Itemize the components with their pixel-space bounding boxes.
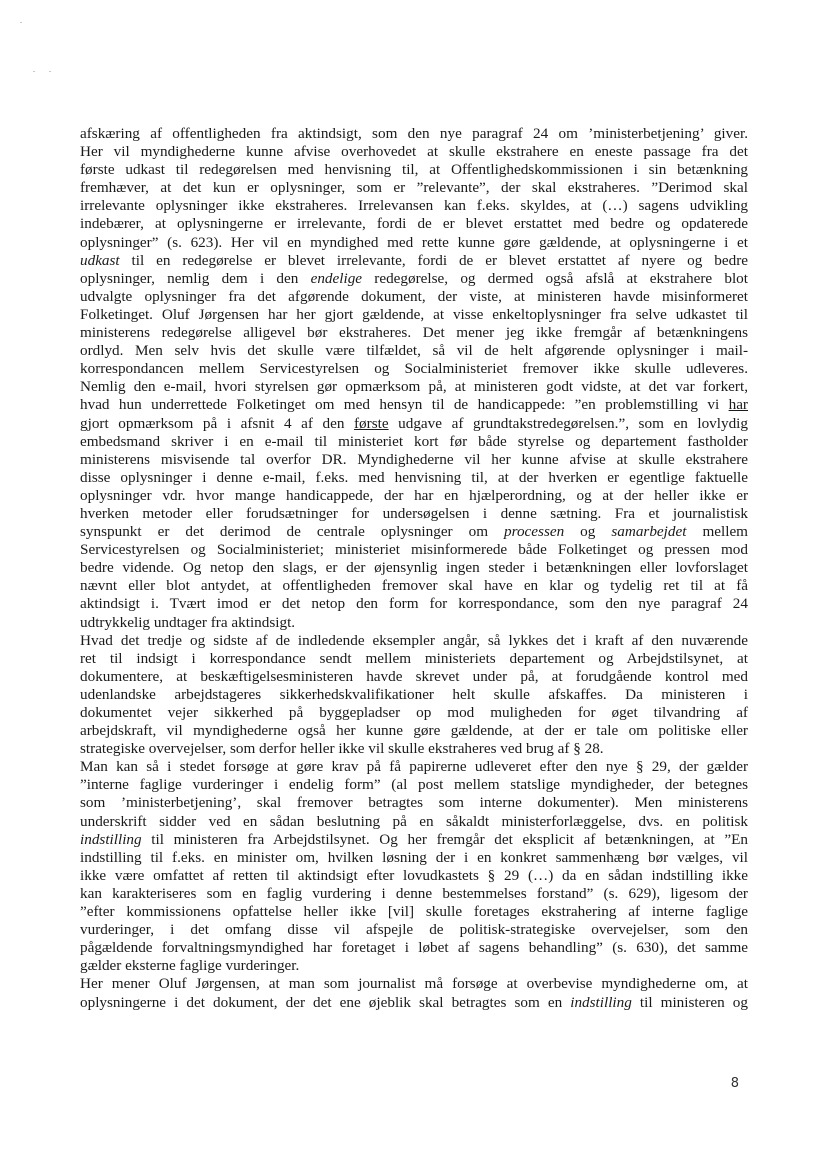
- text-segment: udgave af grundtakstredegørelsen.”, som en lovlydig: [388, 414, 748, 432]
- text-line: [80, 234, 748, 252]
- text-line: [80, 179, 748, 197]
- text-line: [80, 252, 748, 270]
- text-segment: redegørelse, og dermed også afslå at ekstrahere blot: [362, 269, 748, 287]
- text-line: [80, 632, 748, 650]
- text-segment: underskrift sidder ved en sådan beslutning på en såkaldt ministerforlæggelse, dvs. en politisk: [80, 812, 748, 830]
- text-line: [80, 125, 748, 143]
- text-segment: Her vil myndighederne kunne afvise overhovedet at skulle ekstrahere en eneste passage fra det: [80, 143, 748, 161]
- text-line: [80, 614, 748, 632]
- body-text: [80, 125, 748, 1012]
- scan-speck: [33, 71, 35, 72]
- text-segment: bedre vidende. Og netop den slags, er der øjensynlig ingen steder i betænkningen eller lovforslaget: [80, 559, 748, 577]
- text-segment: arbejdskraft, vil myndighederne også her kunne gøre gældende, at der er tale om politiske eller: [80, 722, 748, 740]
- scan-speck: [49, 71, 51, 72]
- text-line: [80, 903, 748, 921]
- italic-text: indstilling: [80, 830, 142, 848]
- text-line: [80, 396, 748, 414]
- text-segment: udtrykkelig undtager fra aktindsigt.: [80, 613, 296, 631]
- text-line: [80, 975, 748, 993]
- text-segment: udvalgte oplysninger fra det afgørende dokument, der viste, at ministeren havde misinformeret: [80, 287, 748, 305]
- text-line: [80, 143, 748, 161]
- text-line: [80, 686, 748, 704]
- text-line: [80, 378, 748, 396]
- italic-text: samarbejdet: [611, 523, 687, 541]
- text-segment: synspunkt er det derimod de centrale oplysninger om: [80, 523, 505, 541]
- text-segment: ministerens misvisende tal overfor DR. Myndighederne vil her kunne afvise at skulle ekstrahere: [80, 450, 748, 468]
- text-segment: korrespondancen mellem Servicestyrelsen og Socialministeriet fremover ikke skulle udleveres.: [80, 360, 748, 378]
- text-line: [80, 270, 748, 288]
- text-line: [80, 505, 748, 523]
- text-line: [80, 668, 748, 686]
- text-segment: Folketinget. Oluf Jørgensen har her gjort gældende, at visse enkeltoplysninger fra selve udkastet til: [80, 305, 748, 323]
- text-line: [80, 921, 748, 939]
- text-line: [80, 813, 748, 831]
- italic-text: indstilling: [570, 993, 632, 1011]
- text-segment: hvad hun underrettede Folketinget om med hensyn til de handicappede: ”en problemstilling vi: [80, 396, 729, 414]
- text-line: [80, 740, 748, 758]
- text-line: [80, 433, 748, 451]
- italic-text: processen: [504, 523, 565, 541]
- text-segment: Servicestyrelsen og Socialministeriet; ministeriet misinformerede både Folketinget og pressen mod: [80, 541, 748, 559]
- text-line: [80, 197, 748, 215]
- text-line: [80, 994, 748, 1012]
- text-segment: fremhæver, at det kun er oplysninger, som er ”relevante”, der skal ekstraheres. ”Derimod skal: [80, 179, 748, 197]
- text-segment: gjort opmærksom på i afsnit 4 af den: [80, 414, 354, 432]
- text-segment: og: [564, 523, 612, 541]
- underlined-text: første: [353, 414, 389, 432]
- text-line: [80, 360, 748, 378]
- text-segment: vurderinger, i det omfang disse vil afspejle de politisk-strategiske overvejelser, som den: [80, 921, 748, 939]
- text-segment: indstilling til f.eks. en minister om, hvilken løsning der i en konkret sammenhæng bør vælges, vil: [80, 848, 748, 866]
- text-segment: oplysninger vdr. hvor mange handicappede, der har en hjælperordning, og at der heller ikke er: [80, 486, 748, 504]
- text-segment: Man kan så i stedet forsøge at gøre krav på få papirerne udleveret efter den nye § 29, der gælder: [80, 758, 748, 776]
- text-segment: første udkast til redegørelsen med henvisning til, at Offentlighedskommissionen i sin betænkning: [80, 161, 748, 179]
- italic-text: udkast: [80, 251, 120, 269]
- text-line: [80, 559, 748, 577]
- text-segment: dokumentere, at beskæftigelsesministeren havde skrevet under på, at forudgående kontrol med: [80, 667, 748, 685]
- italic-text: endelige: [310, 269, 363, 287]
- text-segment: nævnt eller blot antydet, at offentligheden fremover skal have en klar og tydelig ret til at få: [80, 577, 748, 595]
- text-segment: hverken metoder eller forudsætninger for undersøgelsen i denne sætning. Fra et journalistisk: [80, 504, 748, 522]
- text-line: [80, 306, 748, 324]
- text-segment: til ministeren fra Arbejdstilsynet. Og her fremgår det eksplicit af betænkningen, at ”En: [141, 830, 748, 848]
- text-line: [80, 469, 748, 487]
- text-segment: aktindsigt i. Tvært imod er det netop den form for korrespondance, som den nye paragraf 24: [80, 595, 748, 613]
- text-line: [80, 939, 748, 957]
- text-segment: pågældende forvaltningsmyndighed har foretaget i løbet af sagens behandling” (s. 630), det samme: [80, 939, 748, 957]
- text-segment: strategiske overvejelser, som derfor heller ikke vil skulle ekstraheres ved brug af § 28.: [80, 740, 604, 758]
- text-line: [80, 523, 748, 541]
- text-segment: ”efter kommissionens opfattelse heller ikke [vil] skulle foretages ekstrahering af interne faglige: [80, 903, 748, 921]
- text-line: [80, 957, 748, 975]
- text-segment: irrelevante oplysninger ikke ekstraheres. Irrelevansen kan f.eks. skyldes, at (…) sagens udvikling: [80, 197, 748, 215]
- text-line: [80, 342, 748, 360]
- text-line: [80, 415, 748, 433]
- text-line: [80, 595, 748, 613]
- text-line: [80, 288, 748, 306]
- text-segment: indebærer, at oplysningerne er irrelevante, fordi de er blevet erstattet med bedre og opdaterede: [80, 215, 748, 233]
- text-line: [80, 776, 748, 794]
- text-segment: ordlyd. Men selv hvis det skulle være tilfældet, så vil de helt afgørende oplysninger i mail-: [80, 342, 748, 360]
- text-line: [80, 867, 748, 885]
- text-segment: Nemlig den e-mail, hvori styrelsen gør opmærksom på, at ministeren godt vidste, at det var forkert,: [80, 378, 748, 396]
- text-line: [80, 161, 748, 179]
- text-line: [80, 487, 748, 505]
- text-segment: ”interne faglige vurderinger i endelig form” (al post mellem statslige myndigheder, der betegnes: [80, 776, 748, 794]
- text-segment: Hvad det tredje og sidste af de indledende eksempler angår, så lykkes det i kraft af den nuværende: [80, 631, 748, 649]
- text-segment: ikke være omfattet af retten til aktindsigt efter lovudkastets § 29 (…) da en sådan indstilling ikke: [80, 866, 748, 884]
- text-segment: kan karakteriseres som en faglig vurdering i denne bestemmelses forstand” (s. 629), ligesom der: [80, 884, 748, 902]
- text-line: [80, 722, 748, 740]
- text-line: [80, 758, 748, 776]
- text-segment: oplysningerne i det dokument, der det ene øjeblik skal betragtes som en: [80, 993, 571, 1011]
- text-line: [80, 794, 748, 812]
- text-line: [80, 650, 748, 668]
- text-line: [80, 541, 748, 559]
- text-segment: mellem: [686, 523, 748, 541]
- text-line: [80, 215, 748, 233]
- text-line: [80, 704, 748, 722]
- text-segment: til ministeren og: [631, 993, 748, 1011]
- text-segment: oplysninger” (s. 623). Her vil en myndighed med rette kunne gøre gældende, at oplysningerne i et: [80, 233, 748, 251]
- text-line: [80, 831, 748, 849]
- text-segment: som ’ministerbetjening’, skal fremover betragtes som interne dokumenter). Men ministerens: [80, 794, 748, 812]
- text-segment: disse oplysninger i denne e-mail, f.eks. med henvisning til, at der hverken er egentlige faktuelle: [80, 468, 748, 486]
- text-line: [80, 885, 748, 903]
- text-segment: oplysninger, nemlig dem i den: [80, 269, 311, 287]
- text-segment: ret til indsigt i korrespondance sendt mellem ministeriets departement og Arbejdstilsynet, at: [80, 649, 748, 667]
- scan-speck: [20, 22, 22, 23]
- page-number: 8: [730, 1076, 739, 1091]
- text-segment: afskæring af offentligheden fra aktindsigt, som den nye paragraf 24 om ’ministerbetjening’ giver.: [80, 125, 748, 142]
- text-segment: til en redegørelse er blevet irrelevante, fordi de er blevet erstattet af nyere og bedre: [119, 251, 748, 269]
- text-segment: Her mener Oluf Jørgensen, at man som journalist må forsøge at overbevise myndighederne om, at: [80, 975, 748, 993]
- text-segment: udenlandske arbejdstageres sikkerhedskvalifikationer helt skulle afskaffes. Da ministeren i: [80, 685, 748, 703]
- text-segment: dokumentet vejer sikkerhed på byggepladser op mod muligheden for øget tilvandring af: [80, 704, 748, 721]
- text-segment: ministerens redegørelse alligevel bør ekstraheres. Det mener jeg ikke fremgår af betænkningens: [80, 324, 748, 342]
- text-line: [80, 324, 748, 342]
- text-line: [80, 849, 748, 867]
- text-line: [80, 577, 748, 595]
- text-line: [80, 451, 748, 469]
- text-segment: embedsmand skriver i en e-mail til ministeriet kort før både styrelse og departement fastholder: [80, 432, 748, 450]
- text-segment: gælder eksterne faglige vurderinger.: [80, 957, 300, 975]
- underlined-text: har: [728, 396, 748, 414]
